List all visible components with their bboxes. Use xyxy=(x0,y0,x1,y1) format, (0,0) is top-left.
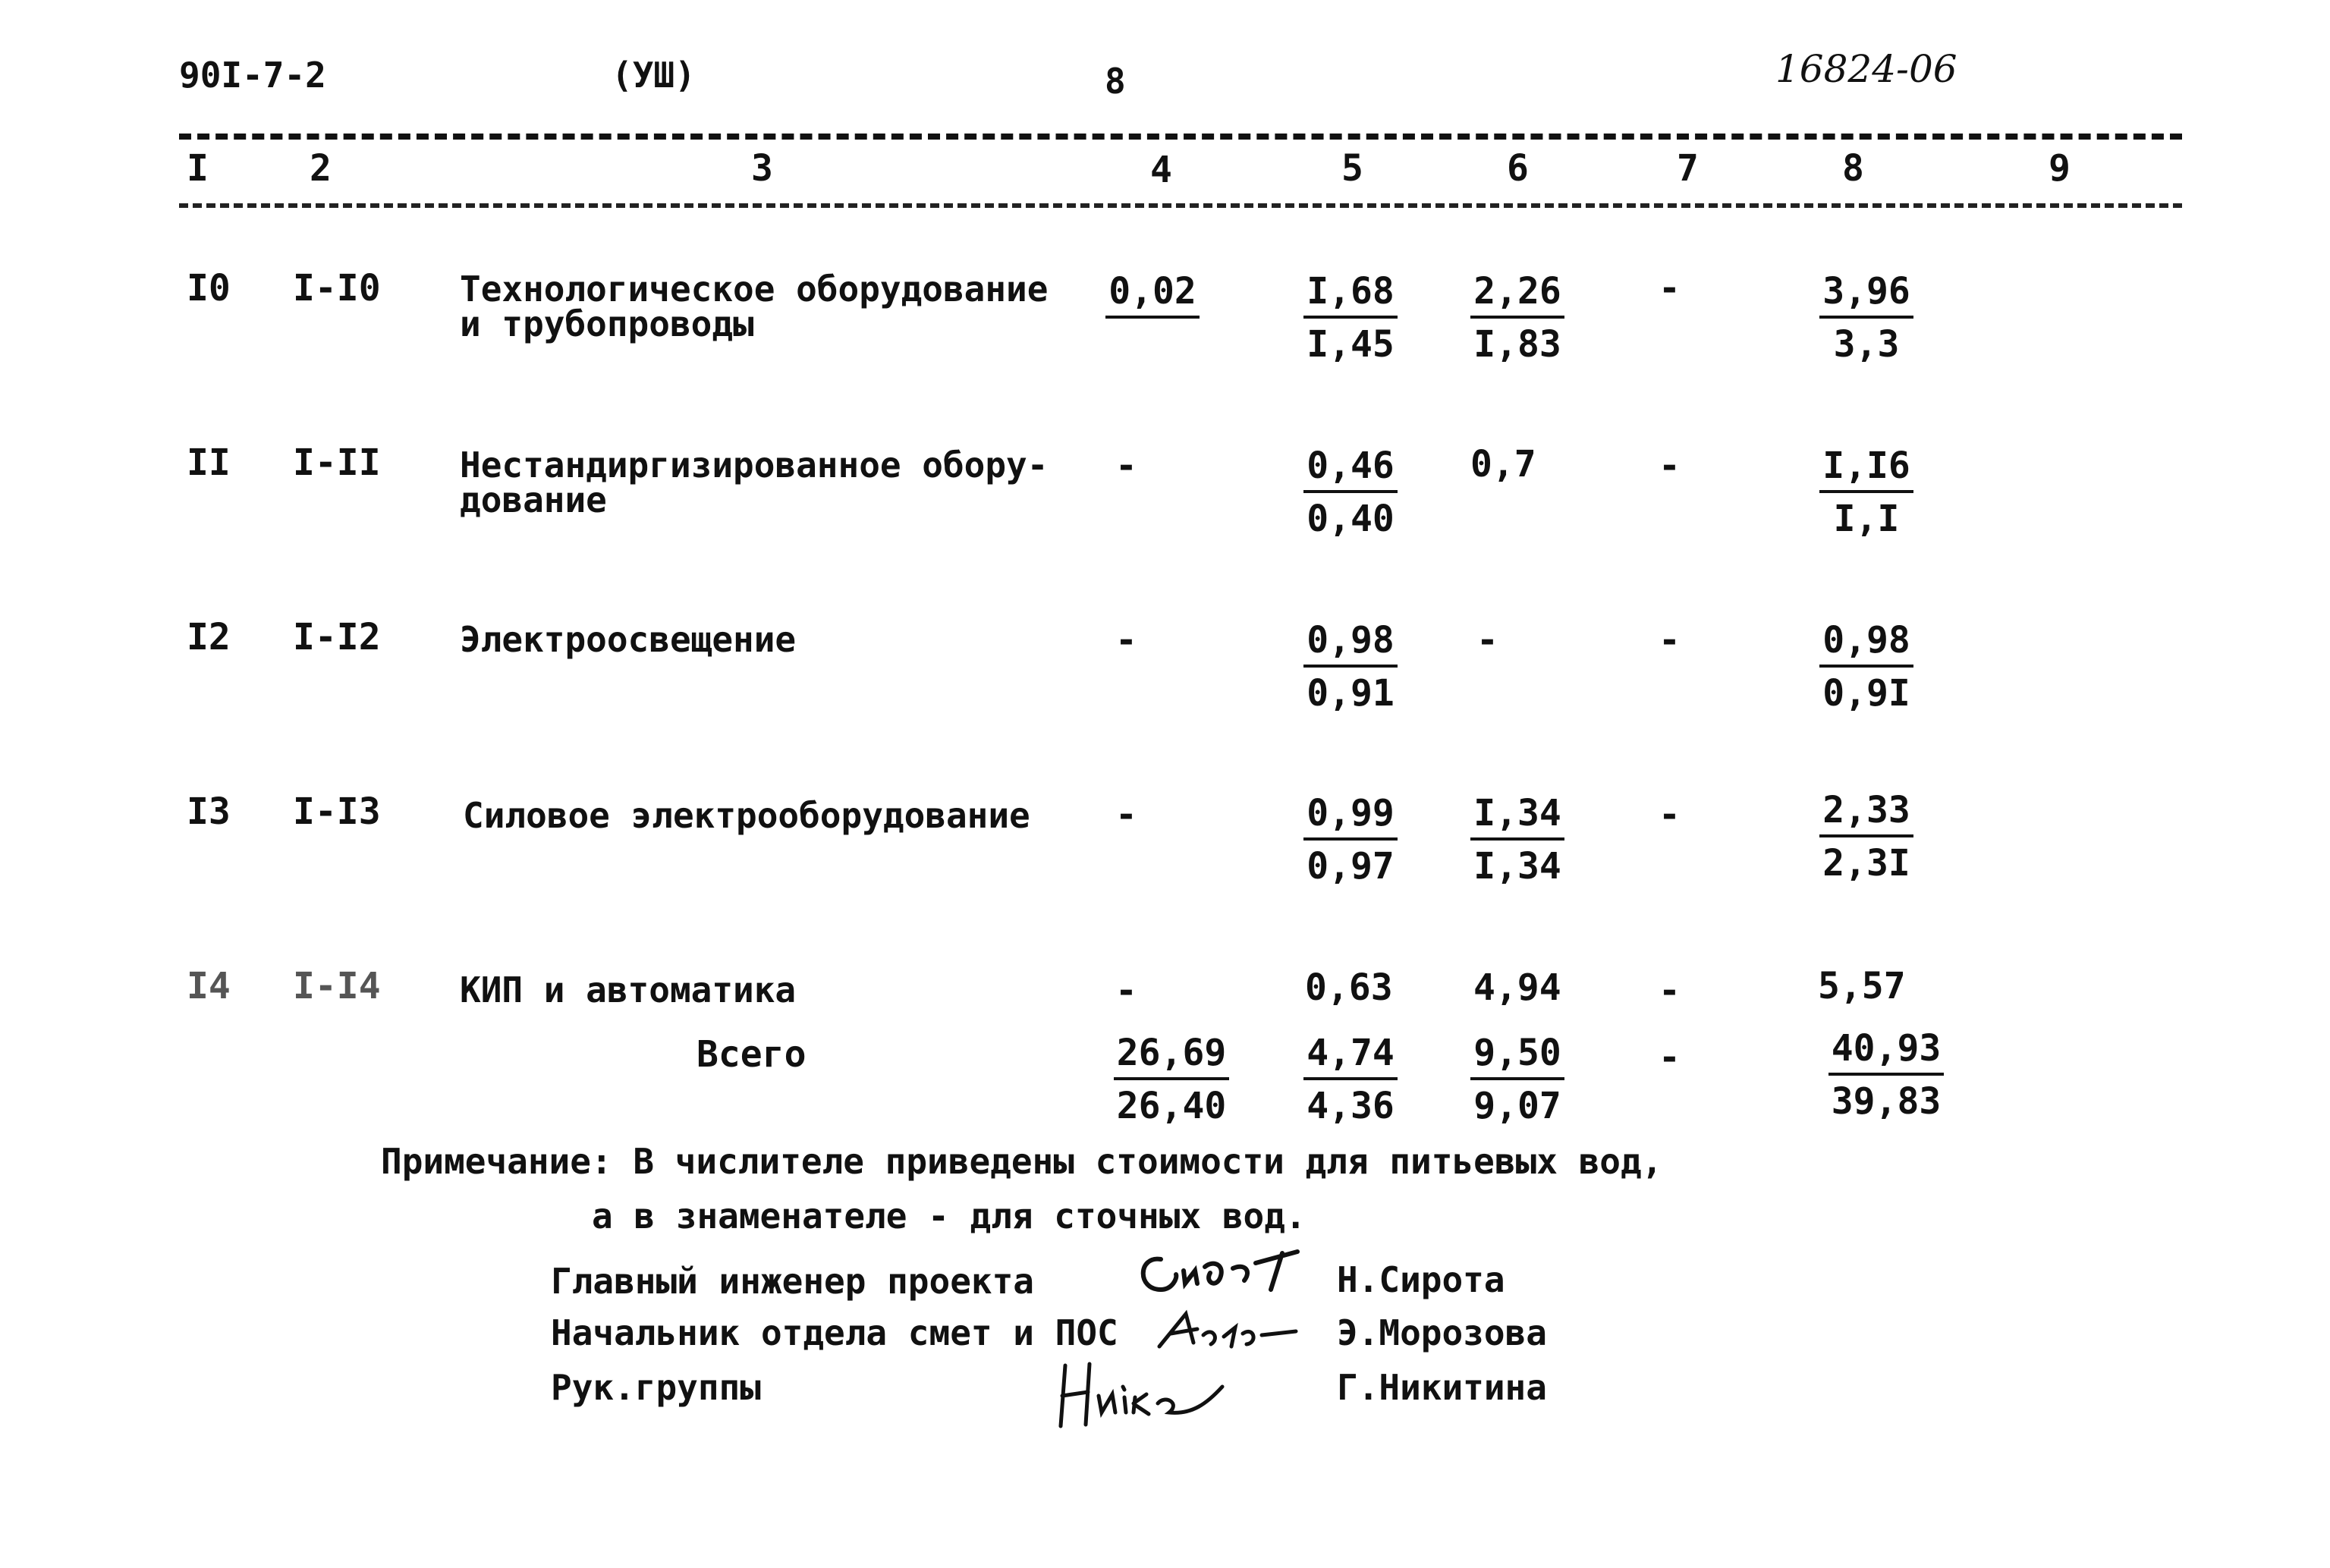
row-description: Технологическое оборудование и трубопроводы xyxy=(460,269,1049,344)
cell-col7: - xyxy=(1659,793,1681,836)
cell-col4: - xyxy=(1115,619,1137,661)
cell-col5-numerator: 0,46 xyxy=(1303,445,1398,493)
cell-col8 xyxy=(1806,445,1927,540)
total-col6-denominator: 9,07 xyxy=(1473,1085,1561,1127)
col-number-9: 9 xyxy=(2049,147,2071,190)
signature-role: Начальник отдела смет и ПОС xyxy=(551,1312,1118,1353)
col-number-2: 2 xyxy=(310,147,332,190)
note-line-1: Примечание: В числителе приведены стоимости для питьевых вод, xyxy=(381,1141,1663,1182)
total-col5 xyxy=(1290,1032,1411,1127)
cell-col6 xyxy=(1457,270,1578,366)
total-col6-numerator: 9,50 xyxy=(1470,1032,1564,1080)
row-description: Нестандиргизированное обору- дование xyxy=(460,445,1049,520)
signature-role: Главный инженер проекта xyxy=(551,1261,1034,1302)
cell-col5-numerator: 0,99 xyxy=(1303,792,1398,841)
cell-col8-denominator: I,I xyxy=(1833,498,1900,540)
cell-col8-denominator: 2,3I xyxy=(1822,842,1910,885)
col-number-3: 3 xyxy=(751,147,773,190)
total-col8-denominator: 39,83 xyxy=(1831,1080,1942,1123)
col-number-1: I xyxy=(187,147,209,190)
cell-col8 xyxy=(1806,270,1927,366)
cell-col5-denominator: 0,97 xyxy=(1306,845,1395,888)
cell-col5 xyxy=(1290,792,1411,888)
cell-col8 xyxy=(1806,789,1927,885)
cell-col4: - xyxy=(1115,793,1137,836)
col-number-6: 6 xyxy=(1507,147,1529,190)
cell-col8 xyxy=(1806,619,1927,715)
cell-col4-numerator: 0,02 xyxy=(1105,270,1200,319)
header-top-rule xyxy=(179,134,2182,140)
col-number-7: 7 xyxy=(1677,147,1699,190)
total-col5-denominator: 4,36 xyxy=(1306,1085,1395,1127)
cell-col8-denominator: 3,3 xyxy=(1833,323,1900,366)
cell-col6: - xyxy=(1476,619,1498,661)
row-description: Электроосвещение xyxy=(460,619,797,660)
row-code: I-I3 xyxy=(293,790,381,833)
row-number: I2 xyxy=(187,616,231,658)
cell-col4: - xyxy=(1115,445,1137,487)
cell-col5 xyxy=(1290,445,1411,540)
handwritten-signature xyxy=(1052,1350,1234,1437)
total-col8 xyxy=(1818,1027,1954,1123)
stamp-number: 16824-06 xyxy=(1775,47,1957,91)
cell-col6 xyxy=(1457,792,1578,888)
row-number: I3 xyxy=(187,790,231,833)
cell-col5-numerator: I,68 xyxy=(1303,270,1398,319)
row-code: I-I4 xyxy=(293,965,381,1007)
handwritten-signature xyxy=(1130,1236,1313,1308)
cell-col5 xyxy=(1290,619,1411,715)
cell-col8-numerator: 2,33 xyxy=(1819,789,1913,837)
cell-col5: 0,63 xyxy=(1305,966,1393,1009)
total-col6 xyxy=(1457,1032,1578,1127)
total-col5-numerator: 4,74 xyxy=(1303,1032,1398,1080)
row-code: I-I2 xyxy=(293,616,381,658)
cell-col8: 5,57 xyxy=(1818,965,1906,1007)
cell-col5-denominator: 0,91 xyxy=(1306,672,1395,715)
cell-col7: - xyxy=(1659,267,1681,310)
cell-col8-numerator: 0,98 xyxy=(1819,619,1913,668)
signature-name: Г.Никитина xyxy=(1337,1367,1547,1408)
document-code: 90I-7-2 xyxy=(179,55,326,96)
cell-col8-numerator: I,I6 xyxy=(1819,445,1913,493)
page-number: 8 xyxy=(1105,61,1126,102)
header-bottom-rule xyxy=(179,203,2182,208)
row-code: I-I0 xyxy=(293,267,381,310)
total-col4-numerator: 26,69 xyxy=(1114,1032,1230,1080)
col-number-4: 4 xyxy=(1150,149,1172,191)
col-number-5: 5 xyxy=(1341,147,1363,190)
row-description: КИП и автоматика xyxy=(460,969,797,1010)
cell-col6-denominator: I,34 xyxy=(1473,845,1561,888)
total-label: Всего xyxy=(696,1033,807,1076)
total-col7: - xyxy=(1659,1036,1681,1079)
cell-col4: - xyxy=(1115,969,1137,1012)
cell-col7: - xyxy=(1659,445,1681,487)
cell-col6-denominator: I,83 xyxy=(1473,323,1561,366)
section-label: (УШ) xyxy=(612,55,696,96)
row-number: I0 xyxy=(187,267,231,310)
signature-name: Э.Морозова xyxy=(1337,1312,1547,1353)
cell-col6: 0,7 xyxy=(1470,443,1536,485)
row-number: II xyxy=(187,441,231,484)
cell-col5-denominator: 0,40 xyxy=(1306,498,1395,540)
col-number-8: 8 xyxy=(1842,147,1864,190)
cell-col5 xyxy=(1290,270,1411,366)
total-col8-numerator: 40,93 xyxy=(1828,1027,1945,1076)
cell-col6-numerator: 2,26 xyxy=(1470,270,1564,319)
row-number: I4 xyxy=(187,965,231,1007)
cell-col8-denominator: 0,9I xyxy=(1822,672,1910,715)
cell-col4 xyxy=(1096,270,1209,319)
cell-col7: - xyxy=(1659,969,1681,1012)
cell-col5-denominator: I,45 xyxy=(1306,323,1395,366)
signature-name: Н.Сирота xyxy=(1337,1259,1505,1300)
cell-col8-numerator: 3,96 xyxy=(1819,270,1913,319)
cell-col5-numerator: 0,98 xyxy=(1303,619,1398,668)
cell-col6-numerator: I,34 xyxy=(1470,792,1564,841)
row-description: Силовое электрооборудование xyxy=(463,795,1030,836)
total-col4-denominator: 26,40 xyxy=(1116,1085,1227,1127)
cell-col6: 4,94 xyxy=(1473,966,1561,1009)
total-col4 xyxy=(1103,1032,1240,1127)
note-line-2: а в знаменателе - для сточных вод. xyxy=(592,1196,1306,1236)
cell-col7: - xyxy=(1659,619,1681,661)
signature-role: Рук.группы xyxy=(551,1367,761,1408)
row-code: I-II xyxy=(293,441,381,484)
